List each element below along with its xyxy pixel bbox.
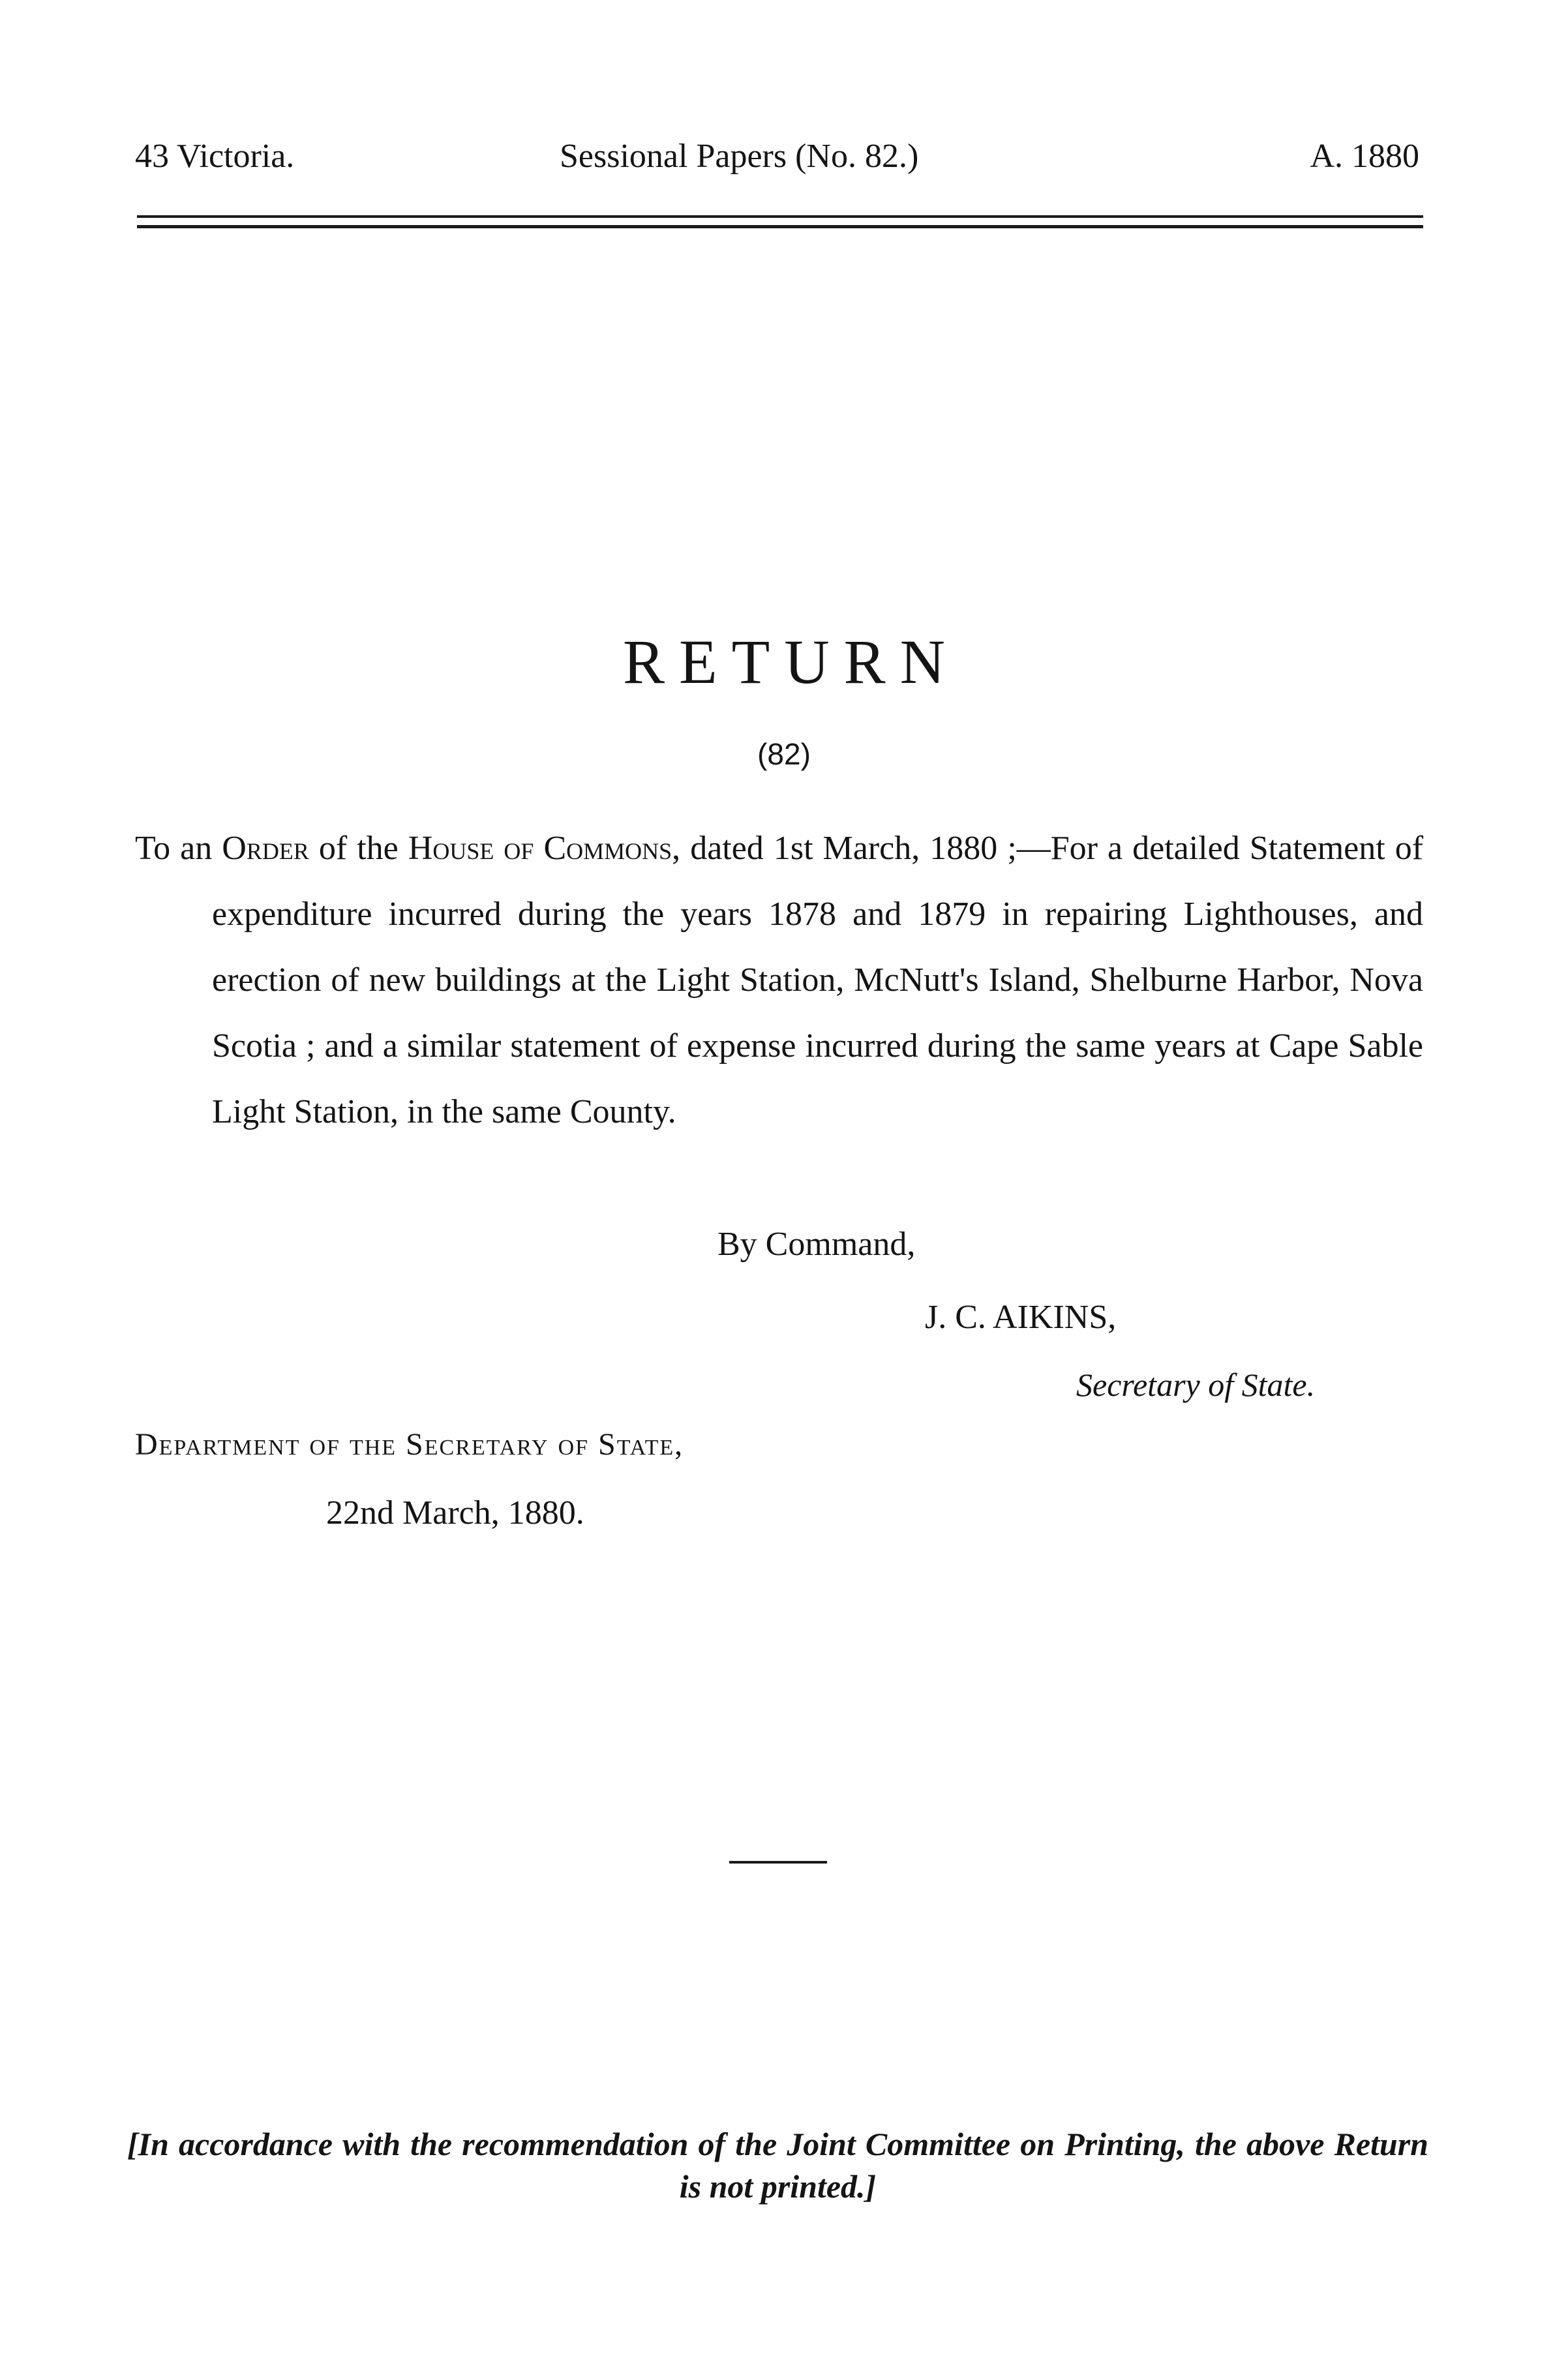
document-title: RETURN bbox=[623, 627, 959, 697]
signatory-title: Secretary of State. bbox=[1076, 1367, 1316, 1403]
order-word: Order bbox=[222, 830, 309, 867]
order-opening: To an bbox=[135, 830, 213, 867]
header-session: 43 Victoria. bbox=[135, 138, 295, 175]
department-date: 22nd March, 1880. bbox=[326, 1494, 584, 1532]
order-paragraph bbox=[135, 815, 1423, 1145]
header-rule-bottom bbox=[137, 225, 1423, 228]
by-command: By Command, bbox=[717, 1226, 916, 1263]
order-house: House bbox=[408, 830, 494, 867]
order-of-the: of the bbox=[318, 830, 399, 867]
order-commons: Commons, bbox=[543, 830, 681, 867]
header-year: A. 1880 bbox=[1310, 138, 1419, 175]
header-sessional-papers: Sessional Papers (No. 82.) bbox=[560, 138, 919, 175]
order-of: of bbox=[504, 830, 534, 867]
return-number: (82) bbox=[757, 737, 811, 771]
order-text: dated 1st March, 1880 ;—For a detailed Statement of expenditure incurred during the years 1878 and 1879 in repairing Lighthouses, and erection of new buildings at the Light Station, McNutt's Island, Shelburne Harbor, Nova Scotia ; and a similar statement of expense incurred during the same years at Cape Sable Light Station, in the same County. bbox=[212, 830, 1424, 1130]
printing-note: [In accordance with the recommendation of the Joint Committee on Printing, the above Return is not printed.] bbox=[127, 2126, 1428, 2205]
header-rule-top bbox=[137, 215, 1423, 218]
signatory-name: J. C. AIKINS, bbox=[925, 1299, 1117, 1336]
department-name: Department of the Secretary of State, bbox=[135, 1427, 684, 1462]
section-divider bbox=[729, 1861, 827, 1864]
